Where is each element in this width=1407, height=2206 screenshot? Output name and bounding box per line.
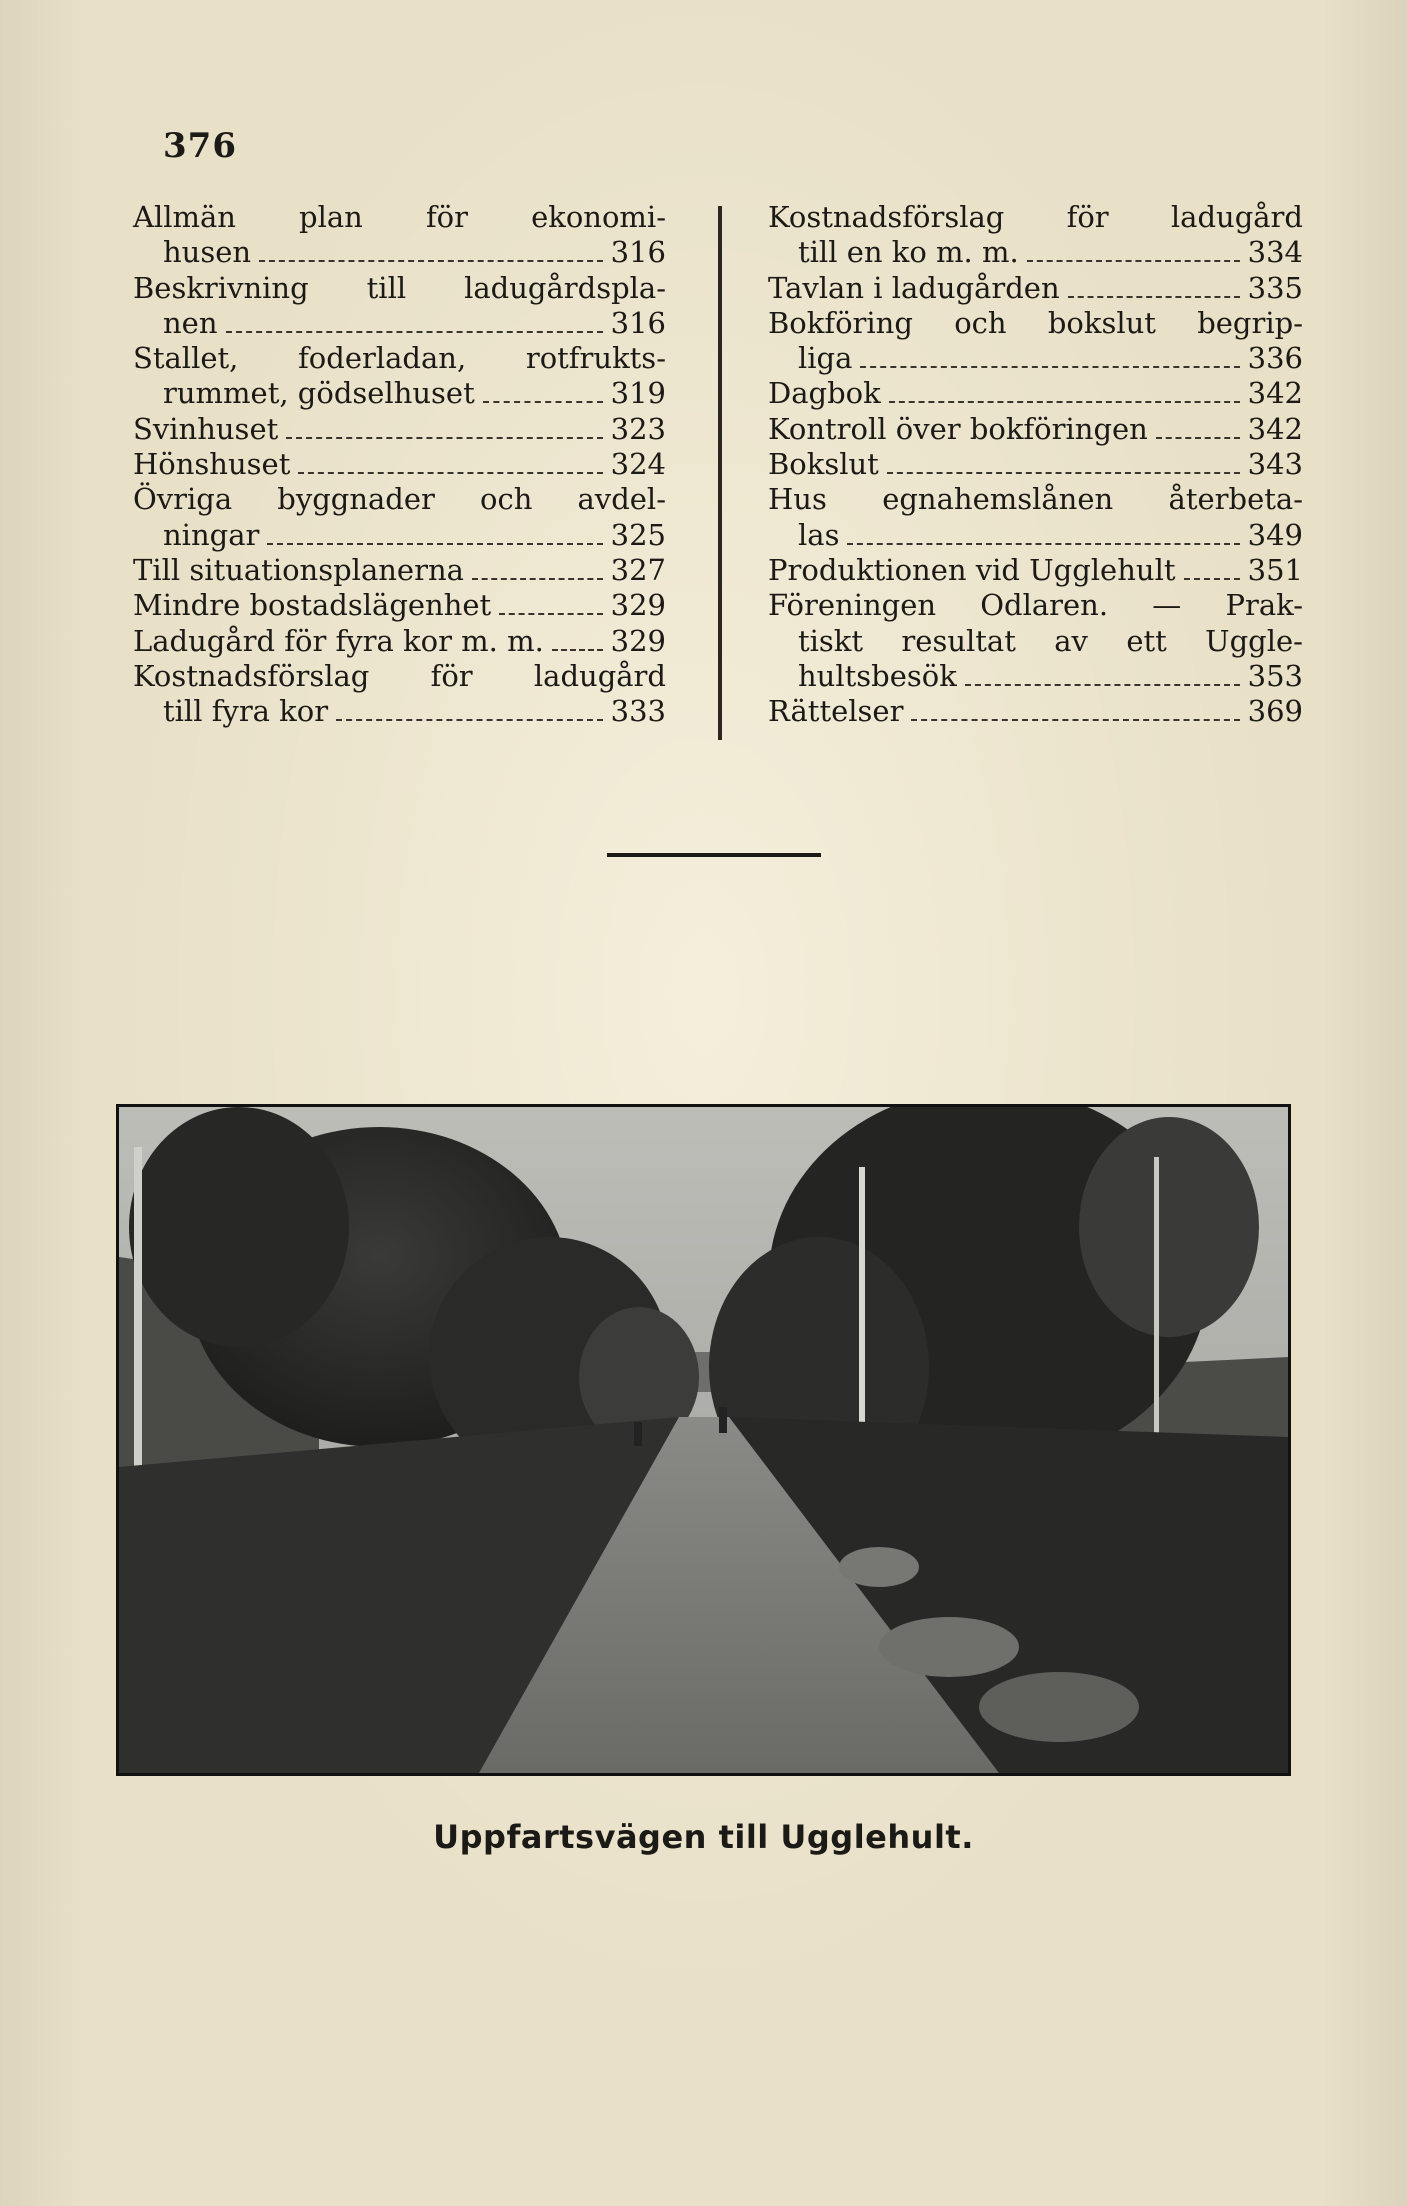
toc-entry-text: Hönshuset bbox=[133, 447, 291, 482]
toc-entry-text: Övriga byggnader och avdel- bbox=[133, 482, 666, 517]
dot-leader bbox=[1068, 296, 1240, 298]
toc-page-number: 325 bbox=[610, 517, 666, 552]
dot-leader bbox=[911, 719, 1239, 721]
toc-page-number: 342 bbox=[1247, 411, 1303, 446]
dot-leader bbox=[226, 331, 603, 333]
photograph bbox=[116, 1104, 1291, 1776]
dot-leader bbox=[552, 649, 603, 651]
toc-entry bbox=[768, 482, 1303, 553]
toc-page-number: 329 bbox=[610, 623, 666, 658]
toc-page-number: 333 bbox=[610, 694, 666, 729]
toc-entry bbox=[133, 659, 666, 730]
dot-leader bbox=[860, 366, 1239, 368]
toc-page-number: 334 bbox=[1247, 235, 1303, 270]
toc-entry bbox=[133, 482, 666, 553]
dot-leader bbox=[483, 401, 603, 403]
figure-caption: Uppfartsvägen till Ugglehult. bbox=[433, 1818, 974, 1856]
dot-leader bbox=[298, 472, 602, 474]
toc-entry-text: Mindre bostadslägenhet bbox=[133, 588, 492, 623]
toc-entry bbox=[768, 412, 1303, 447]
toc-entry bbox=[133, 553, 666, 588]
toc-left-column bbox=[133, 200, 666, 729]
toc-entry bbox=[133, 271, 666, 342]
dot-leader bbox=[965, 684, 1240, 686]
toc-entry-text: hultsbesök bbox=[798, 658, 957, 693]
dot-leader bbox=[499, 613, 602, 615]
toc-page-number: 335 bbox=[1247, 270, 1303, 305]
toc-page-number: 324 bbox=[610, 447, 666, 482]
section-divider bbox=[607, 853, 821, 857]
dot-leader bbox=[472, 578, 603, 580]
toc-page-number: 351 bbox=[1247, 552, 1303, 587]
toc-entry-text: Beskrivning till ladugårdspla- bbox=[133, 270, 666, 305]
toc-entry-text: Kostnadsförslag för ladugård bbox=[133, 658, 666, 693]
toc-entry bbox=[768, 694, 1303, 729]
dot-leader bbox=[847, 543, 1239, 545]
toc-entry-text: las bbox=[798, 517, 840, 552]
toc-entry-text: ningar bbox=[163, 517, 260, 552]
photo-driveway-ugglehult bbox=[119, 1107, 1288, 1773]
dot-leader bbox=[1184, 578, 1240, 580]
toc-entry bbox=[133, 341, 666, 412]
toc-entry bbox=[768, 553, 1303, 588]
toc-entry-text: rummet, gödselhuset bbox=[163, 376, 475, 411]
toc-entry bbox=[133, 412, 666, 447]
toc-page-number: 316 bbox=[610, 305, 666, 340]
toc-page-number: 369 bbox=[1247, 694, 1303, 729]
toc-entry-text: till en ko m. m. bbox=[798, 235, 1019, 270]
toc-entry bbox=[768, 200, 1303, 271]
toc-entry bbox=[768, 306, 1303, 377]
toc-right-column bbox=[768, 200, 1303, 729]
toc-entry-text: Till situationsplanerna bbox=[133, 552, 464, 587]
dot-leader bbox=[887, 472, 1240, 474]
dot-leader bbox=[267, 543, 602, 545]
toc-entry-text: Ladugård för fyra kor m. m. bbox=[133, 623, 544, 658]
toc-entry-text: Produktionen vid Ugglehult bbox=[768, 552, 1176, 587]
toc-entry-text: Svinhuset bbox=[133, 411, 279, 446]
toc-entry-text: Hus egnahemslånen återbeta- bbox=[768, 482, 1303, 517]
toc-page-number: 319 bbox=[610, 376, 666, 411]
toc-entry-text: Allmän plan för ekonomi- bbox=[133, 200, 666, 234]
toc-page-number: 329 bbox=[610, 588, 666, 623]
dot-leader bbox=[889, 401, 1240, 403]
dot-leader bbox=[286, 437, 602, 439]
toc-page-number: 336 bbox=[1247, 341, 1303, 376]
dot-leader bbox=[1156, 437, 1240, 439]
toc-page-number: 343 bbox=[1247, 447, 1303, 482]
toc-entry-text: Dagbok bbox=[768, 376, 881, 411]
dot-leader bbox=[336, 719, 603, 721]
toc-entry-text: nen bbox=[163, 305, 218, 340]
toc-entry bbox=[133, 200, 666, 271]
dot-leader bbox=[1027, 260, 1240, 262]
toc-page-number: 323 bbox=[610, 411, 666, 446]
toc-page-number: 327 bbox=[610, 552, 666, 587]
toc-entry-text: Föreningen Odlaren. — Prak- bbox=[768, 588, 1303, 623]
toc-page-number: 353 bbox=[1247, 658, 1303, 693]
toc-entry-text: husen bbox=[163, 235, 252, 270]
toc-entry-text: Bokföring och bokslut begrip- bbox=[768, 305, 1303, 340]
toc-entry bbox=[768, 271, 1303, 306]
column-rule bbox=[718, 206, 722, 740]
toc-entry bbox=[768, 376, 1303, 411]
toc-entry-text: till fyra kor bbox=[163, 694, 329, 729]
toc-page-number: 349 bbox=[1247, 517, 1303, 552]
toc-page-number: 342 bbox=[1247, 376, 1303, 411]
toc-entry-text: Bokslut bbox=[768, 447, 879, 482]
toc-entry-text: Tavlan i ladugården bbox=[768, 270, 1060, 305]
toc-entry bbox=[133, 447, 666, 482]
toc-entry-text: Kostnadsförslag för ladugård bbox=[768, 200, 1303, 234]
toc-entry bbox=[133, 588, 666, 623]
toc-entry bbox=[133, 624, 666, 659]
toc-entry bbox=[768, 588, 1303, 694]
toc-entry bbox=[768, 447, 1303, 482]
toc-entry-text: Rättelser bbox=[768, 694, 904, 729]
toc-entry-text: tiskt resultat av ett Uggle- bbox=[798, 623, 1303, 658]
toc-entry-text: liga bbox=[798, 341, 853, 376]
toc-entry-text: Stallet, foderladan, rotfrukts- bbox=[133, 341, 666, 376]
toc-page-number: 316 bbox=[610, 235, 666, 270]
page-number: 376 bbox=[163, 126, 237, 166]
toc-entry-text: Kontroll över bokföringen bbox=[768, 411, 1148, 446]
dot-leader bbox=[259, 260, 603, 262]
